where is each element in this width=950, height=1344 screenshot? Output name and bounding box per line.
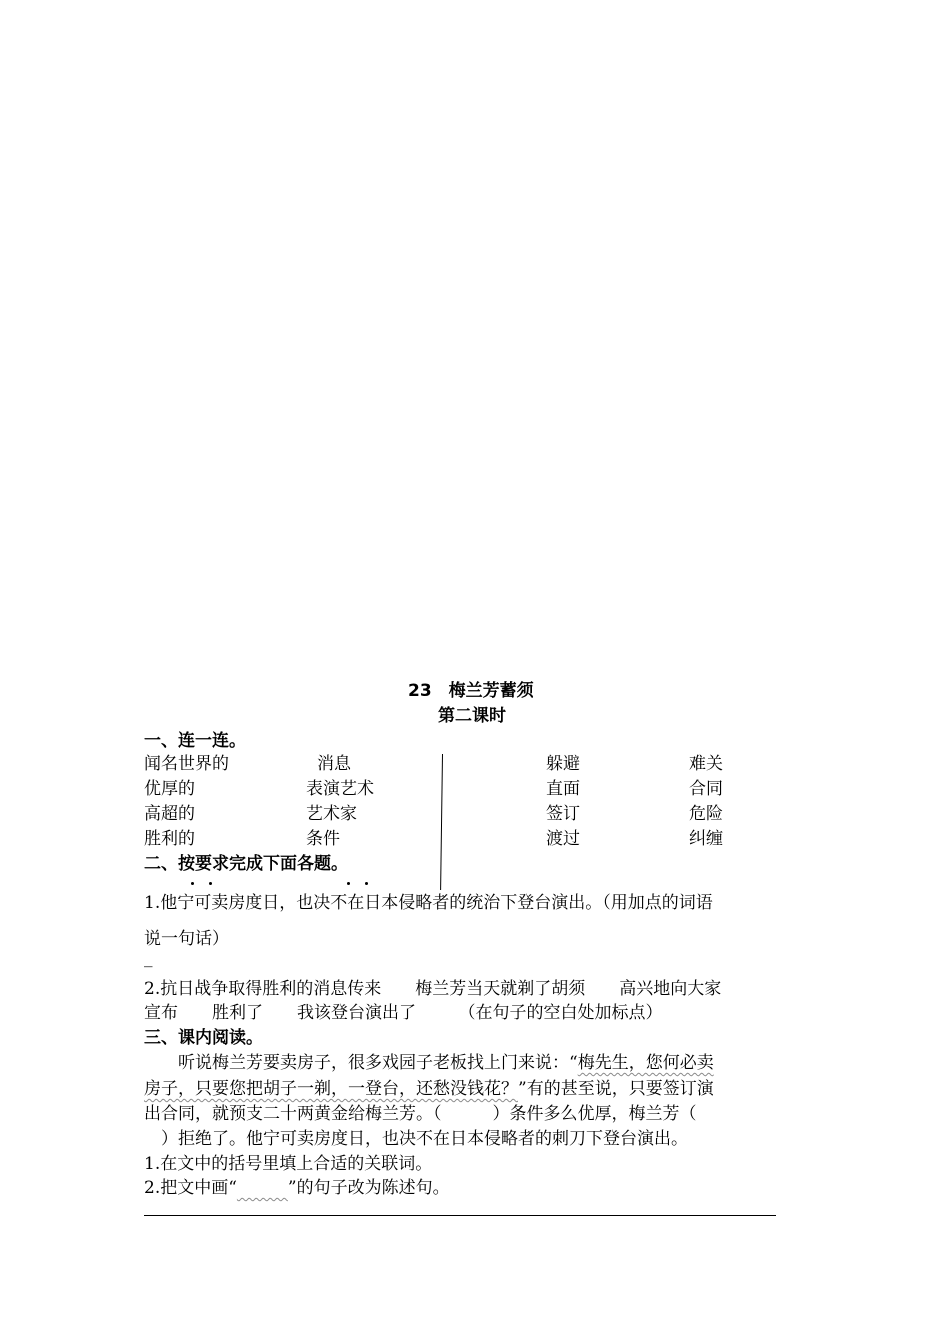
passage-line2 [144,1074,714,1099]
passage-line1-wavy: 梅先生，您何必卖 [577,1053,714,1073]
match-right-a-2: 直面 [546,779,580,799]
match-left-a-1: 闻名世界的 [144,754,229,774]
match-left-a-2: 优厚的 [144,779,195,799]
answer-mark: _ [144,948,153,968]
matching-divider-line [440,754,443,890]
answer-line [144,1215,776,1216]
match-left-b-3: 艺术家 [306,804,357,824]
emphasis-dot [191,882,194,885]
passage-line3: 出合同，就预支二十两黄金给梅兰芳。（ ）条件多么优厚，梅兰芳（ [144,1104,697,1124]
passage-line2-text: ”有的甚至说，只要签订演 [518,1079,714,1099]
match-left-a-3: 高超的 [144,804,195,824]
q3-2 [144,1173,450,1198]
q2-2-line1: 2.抗日战争取得胜利的消息传来 梅兰芳当天就剃了胡须 高兴地向大家 [144,979,722,999]
match-right-b-4: 纠缠 [689,829,723,849]
passage-line4: ）拒绝了。他宁可卖房度日，也决不在日本侵略者的刺刀下登台演出。 [144,1129,688,1149]
match-left-b-1: 消息 [317,754,351,774]
passage-line1-text: 听说梅兰芳要卖房子，很多戏园子老板找上门来说：“ [144,1053,578,1073]
q2-1-line1: 1.他宁可卖房度日，也决不在日本侵略者的统治下登台演出。（用加点的词语 [144,893,713,913]
q2-1-line2: 说一句话） [144,929,229,949]
match-right-a-4: 渡过 [546,829,580,849]
section1-heading: 一、连一连。 [144,731,246,751]
match-right-a-1: 躲避 [546,754,580,774]
match-right-b-2: 合同 [689,779,723,799]
passage-line2-wavy: 房子，只要您把胡子一剃，一登台，还愁没钱花？ [144,1079,518,1099]
emphasis-dot [209,882,212,885]
match-right-b-3: 危险 [689,804,723,824]
emphasis-dot [347,882,350,885]
q3-2-post: ”的句子改为陈述句。 [287,1178,450,1198]
q3-2-wavy-sample [237,1178,288,1198]
q2-2-line2: 宣布 胜利了 我该登台演出了 （在句子的空白处加标点） [144,1003,663,1023]
passage-line1 [144,1048,714,1073]
match-left-a-4: 胜利的 [144,829,195,849]
lesson-subtitle: 第二课时 [438,706,506,726]
q3-2-pre: 2.把文中画“ [144,1178,237,1198]
section3-heading: 三、课内阅读。 [144,1028,263,1048]
match-left-b-2: 表演艺术 [306,779,374,799]
q3-1: 1.在文中的括号里填上合适的关联词。 [144,1154,433,1174]
match-right-a-3: 签订 [546,804,580,824]
emphasis-dot [365,882,368,885]
lesson-title: 23 梅兰芳蓄须 [408,681,534,701]
match-right-b-1: 难关 [689,754,723,774]
section2-heading: 二、按要求完成下面各题。 [144,854,348,874]
match-left-b-4: 条件 [306,829,340,849]
